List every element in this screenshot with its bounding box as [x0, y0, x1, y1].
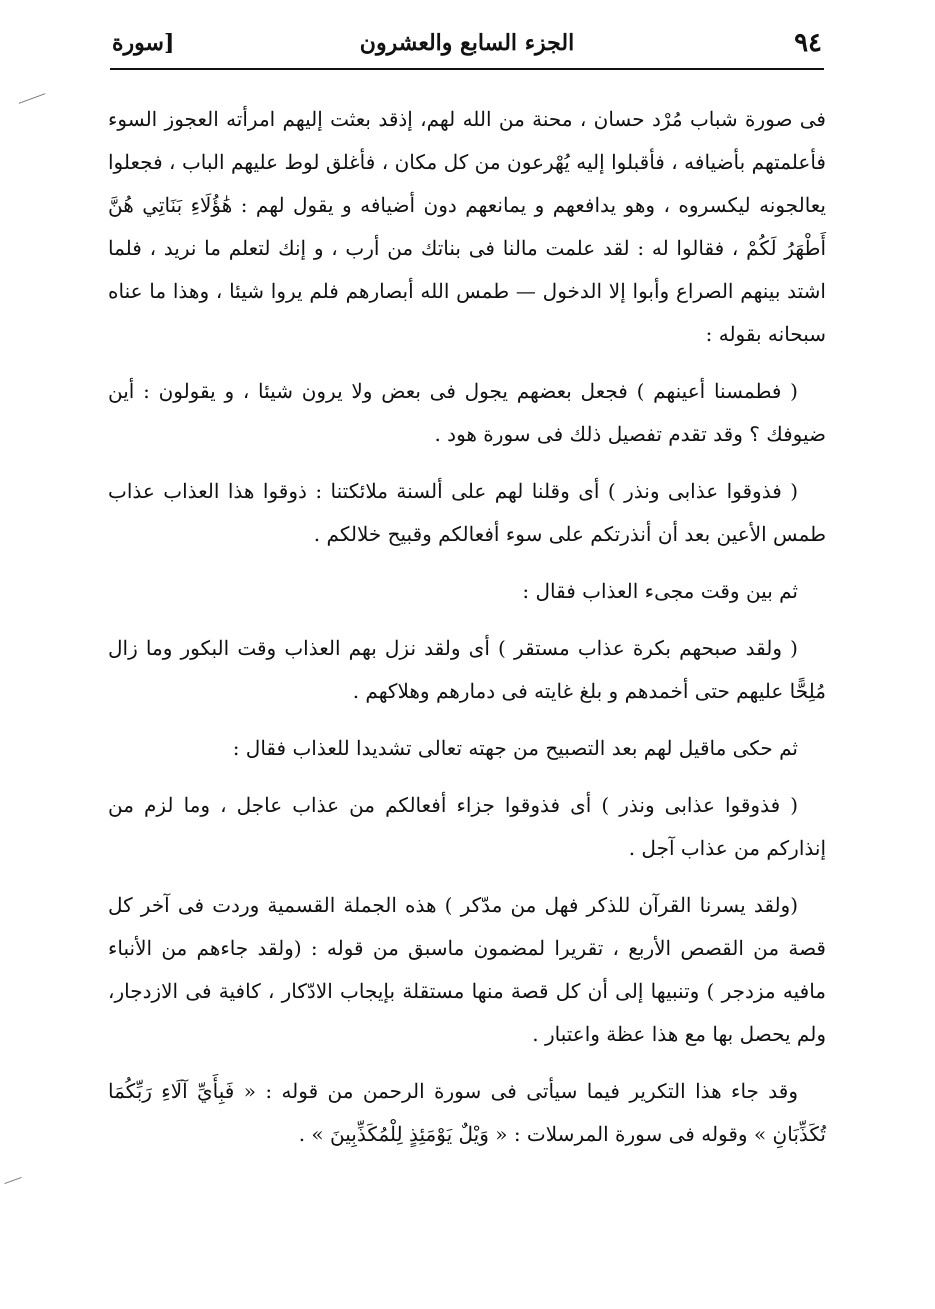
- paragraph-taste-recompense: ( فذوقوا عذابى ونذر ) أى فذوقوا جزاء أفعالكم من عذاب عاجل ، وما لزم من إنذاركم من عذاب آجل .: [108, 793, 826, 860]
- running-title: الجزء السابع والعشرون: [359, 30, 575, 56]
- page-header: [112, 24, 822, 64]
- surah-label: [سورة: [112, 30, 175, 56]
- paragraph-blinded-eyes: ( فطمسنا أعينهم ) فجعل بعضهم يجول فى بعض ولا يرون شيئا ، و يقولون : أين ضيوفك ؟ وقد تقدم تفصيل ذلك فى سورة هود .: [108, 379, 826, 446]
- paragraph-morning-punishment: ( ولقد صبحهم بكرة عذاب مستقر ) أى ولقد نزل بهم العذاب وقت البكور وما زال مُلِحًّا عليهم حتى أخمدهم و بلغ غايته فى دمارهم وهلاكهم .: [108, 636, 826, 703]
- scan-margin-mark: [19, 93, 46, 104]
- paragraph-lot-story: فى صورة شباب مُرْد حسان ، محنة من الله لهم، إذقد بعثت إليهم امرأته العجوز السوء فأعلمتهم بأضيافه ، فأقبلوا إليه يُهْرعون من كل مكان ، فأغلق لوط عليهم الباب ، فجعلوا يعالجونه ليكسروه ، وهو يدافعهم و يمانعهم دون أضيافه و يقول لهم : هَٰؤُلَاءِ بَنَاتِي هُنَّ أَطْهَرُ لَكُمْ ، فقالوا له : لقد علمت مالنا فى بناتك من أرب ، و إنك لتعلم ما نريد ، فلما اشتد بينهم الصراع وأبوا إلا الدخول — طمس الله أبصارهم فلم يروا شيئا ، وهذا ما عناه سبحانه بقوله :: [108, 107, 826, 346]
- paragraph-time-of-punishment-intro: ثم بين وقت مجىء العذاب فقال :: [522, 579, 798, 603]
- paragraph-taste-punishment: ( فذوقوا عذابى ونذر ) أى وقلنا لهم على ألسنة ملائكتنا : ذوقوا هذا العذاب عذاب طمس الأعين بعد أن أنذرتكم على سوء أفعالكم وقبيح خلالكم .: [108, 479, 826, 546]
- scan-margin-mark: [4, 1177, 21, 1184]
- header-rule: [110, 68, 824, 70]
- paragraph-quran-easy-remembrance: (ولقد يسرنا القرآن للذكر فهل من مدّكر ) هذه الجملة القسمية وردت فى آخر كل قصة من القصص الأربع ، تقريرا لمضمون ماسبق من قوله : (ولقد جاءهم من الأنباء مافيه مزدجر ) وتنبيها إلى أن كل قصة منها مستقلة بإيجاب الادّكار ، كافية فى الازدجار، ولم يحصل بها مع هذا عظة واعتبار .: [108, 893, 826, 1046]
- body-text: [108, 98, 826, 1170]
- paragraph-after-morning-intro: ثم حكى ماقيل لهم بعد التصبيح من جهته تعالى تشديدا للعذاب فقال :: [232, 736, 798, 760]
- paragraph-repetition-note: وقد جاء هذا التكرير فيما سيأتى فى سورة الرحمن من قوله : « فَبِأَيِّ آلَاءِ رَبِّكُمَا تُكَذِّبَانِ » وقوله فى سورة المرسلات : « وَيْلٌ يَوْمَئِذٍ لِلْمُكَذِّبِينَ » .: [108, 1079, 826, 1146]
- page-number: ٩٤: [794, 28, 822, 58]
